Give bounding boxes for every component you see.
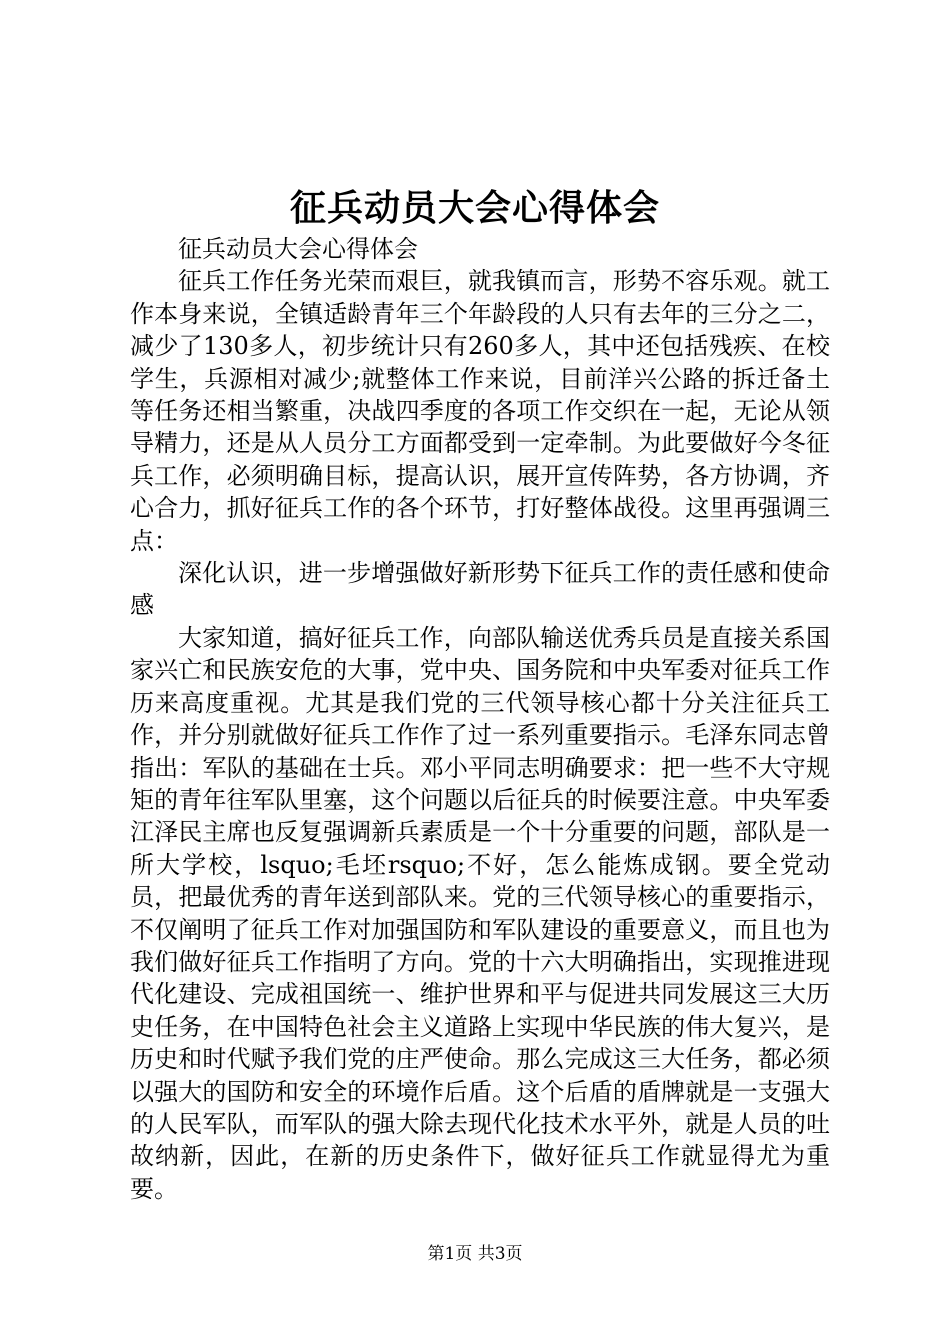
section-heading-paragraph: 深化认识，进一步增强做好新形势下征兵工作的责任感和使命感 [130,559,830,620]
document-body [130,233,830,1205]
body-paragraph: 大家知道，搞好征兵工作，向部队输送优秀兵员是直接关系国家兴亡和民族安危的大事，党中央、国务院和中央军委对征兵工作历来高度重视。尤其是我们党的三代领导核心都十分关注征兵工作，并分别就做好征兵工作作了过一系列重要指示。毛泽东同志曾指出：军队的基础在士兵。邓小平同志明确要求：把一些不大守规矩的青年往军队里塞，这个问题以后征兵的时候要注意。中央军委江泽民主席也反复强调新兵素质是一个十分重要的问题，部队是一所大学校，lsquo;毛坯rsquo;不好，怎么能炼成钢。要全党动员，把最优秀的青年送到部队来。党的三代领导核心的重要指示，不仅阐明了征兵工作对加强国防和军队建设的重要意义，而且也为我们做好征兵工作指明了方向。党的十六大明确指出，实现推进现代化建设、完成祖国统一、维护世界和平与促进共同发展这三大历史任务，在中国特色社会主义道路上实现中华民族的伟大复兴，是历史和时代赋予我们党的庄严使命。那么完成这三大任务，都必须以强大的国防和安全的环境作后盾。这个后盾的盾牌就是一支强大的人民军队，而军队的强大除去现代化技术水平外，就是人员的吐故纳新，因此，在新的历史条件下，做好征兵工作就显得尤为重要。 [130,623,830,1203]
page-title: 征兵动员大会心得体会 [289,188,660,229]
subtitle-paragraph: 征兵动员大会心得体会 [178,235,418,263]
page-footer: 第1页 共3页 [427,1244,523,1264]
intro-paragraph: 征兵工作任务光荣而艰巨，就我镇而言，形势不容乐观。就工作本身来说，全镇适龄青年三个年龄段的人只有去年的三分之二，减少了130多人，初步统计只有260多人，其中还包括残疾、在校学生，兵源相对减少;就整体工作来说，目前洋兴公路的拆迁备土等任务还相当繁重，决战四季度的各项工作交织在一起，无论从领导精力，还是从人员分工方面都受到一定牵制。为此要做好今冬征兵工作，必须明确目标，提高认识，展开宣传阵势，各方协调，齐心合力，抓好征兵工作的各个环节，打好整体战役。这里再强调三点： [130,267,830,555]
